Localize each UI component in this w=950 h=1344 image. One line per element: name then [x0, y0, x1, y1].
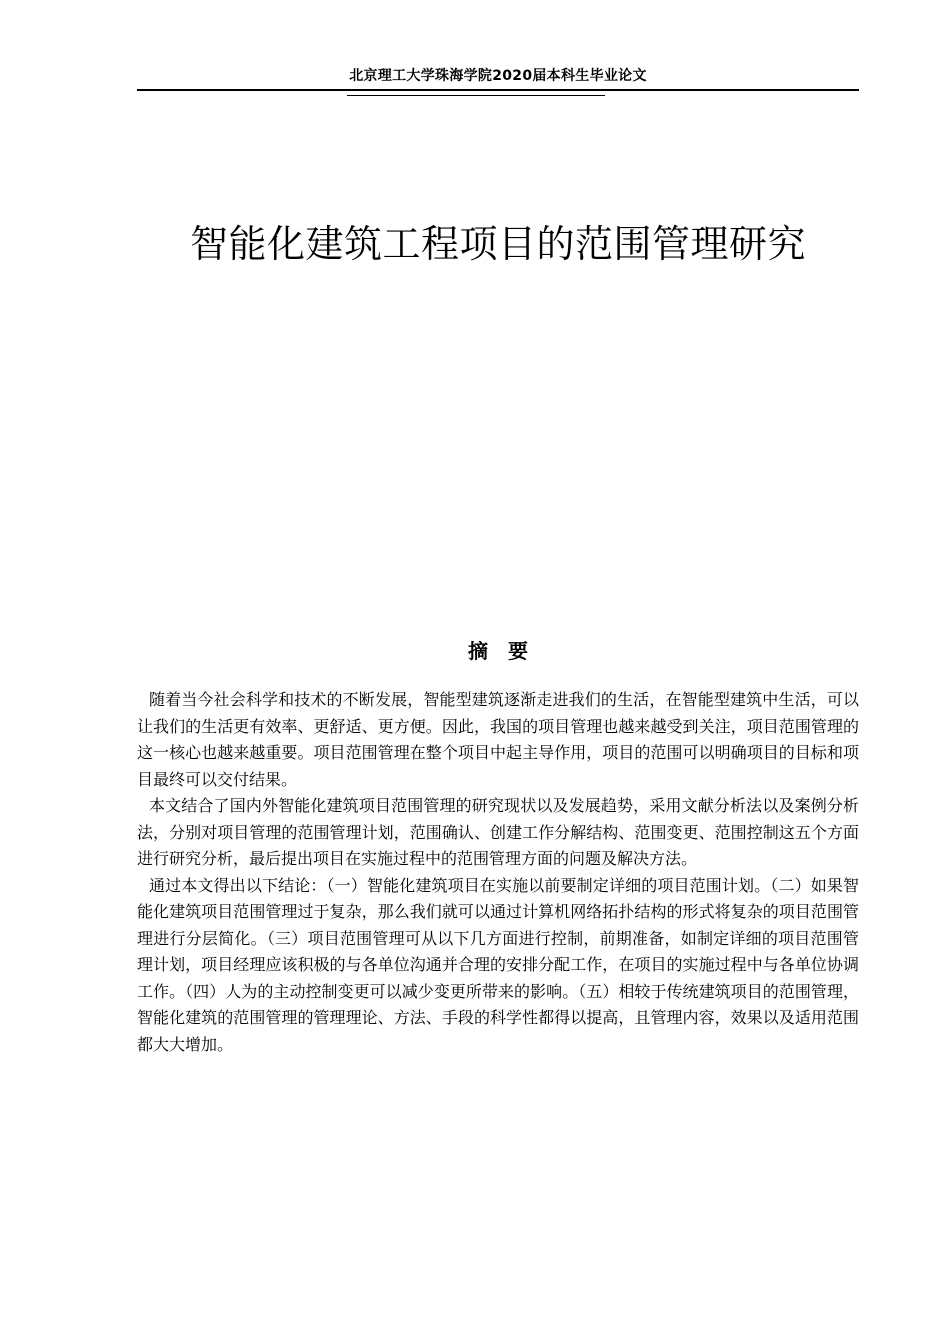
- abstract-body: [137, 687, 859, 1058]
- abstract-heading: 摘要: [468, 639, 548, 663]
- header-rule-thin: [347, 95, 605, 96]
- running-header: 北京理工大学珠海学院2020届本科生毕业论文: [349, 68, 647, 84]
- abstract-paragraph: 本文结合了国内外智能化建筑项目范围管理的研究现状以及发展趋势，采用文献分析法以及案例分析法，分别对项目管理的范围管理计划，范围确认、创建工作分解结构、范围变更、范围控制这五个方面进行研究分析，最后提出项目在实施过程中的范围管理方面的问题及解决方法。: [137, 796, 859, 868]
- abstract-paragraph: 通过本文得出以下结论：（一）智能化建筑项目在实施以前要制定详细的项目范围计划。（二）如果智能化建筑项目范围管理过于复杂，那么我们就可以通过计算机网络拓扑结构的形式将复杂的项目范围管理进行分层简化。（三）项目范围管理可从以下几方面进行控制，前期准备，如制定详细的项目范围管理计划，项目经理应该积极的与各单位沟通并合理的安排分配工作，在项目的实施过程中与各单位协调工作。（四）人为的主动控制变更可以减少变更所带来的影响。（五）相较于传统建筑项目的范围管理，智能化建筑的范围管理的管理理论、方法、手段的科学性都得以提高，且管理内容，效果以及适用范围都大大增加。: [137, 875, 859, 1054]
- abstract-paragraph: 随着当今社会科学和技术的不断发展，智能型建筑逐渐走进我们的生活，在智能型建筑中生活，可以让我们的生活更有效率、更舒适、更方便。因此，我国的项目管理也越来越受到关注，项目范围管理的这一核心也越来越重要。项目范围管理在整个项目中起主导作用，项目的范围可以明确项目的目标和项目最终可以交付结果。: [137, 690, 859, 789]
- header-rule-thick: [137, 89, 859, 91]
- thesis-title: 智能化建筑工程项目的范围管理研究: [189, 222, 806, 266]
